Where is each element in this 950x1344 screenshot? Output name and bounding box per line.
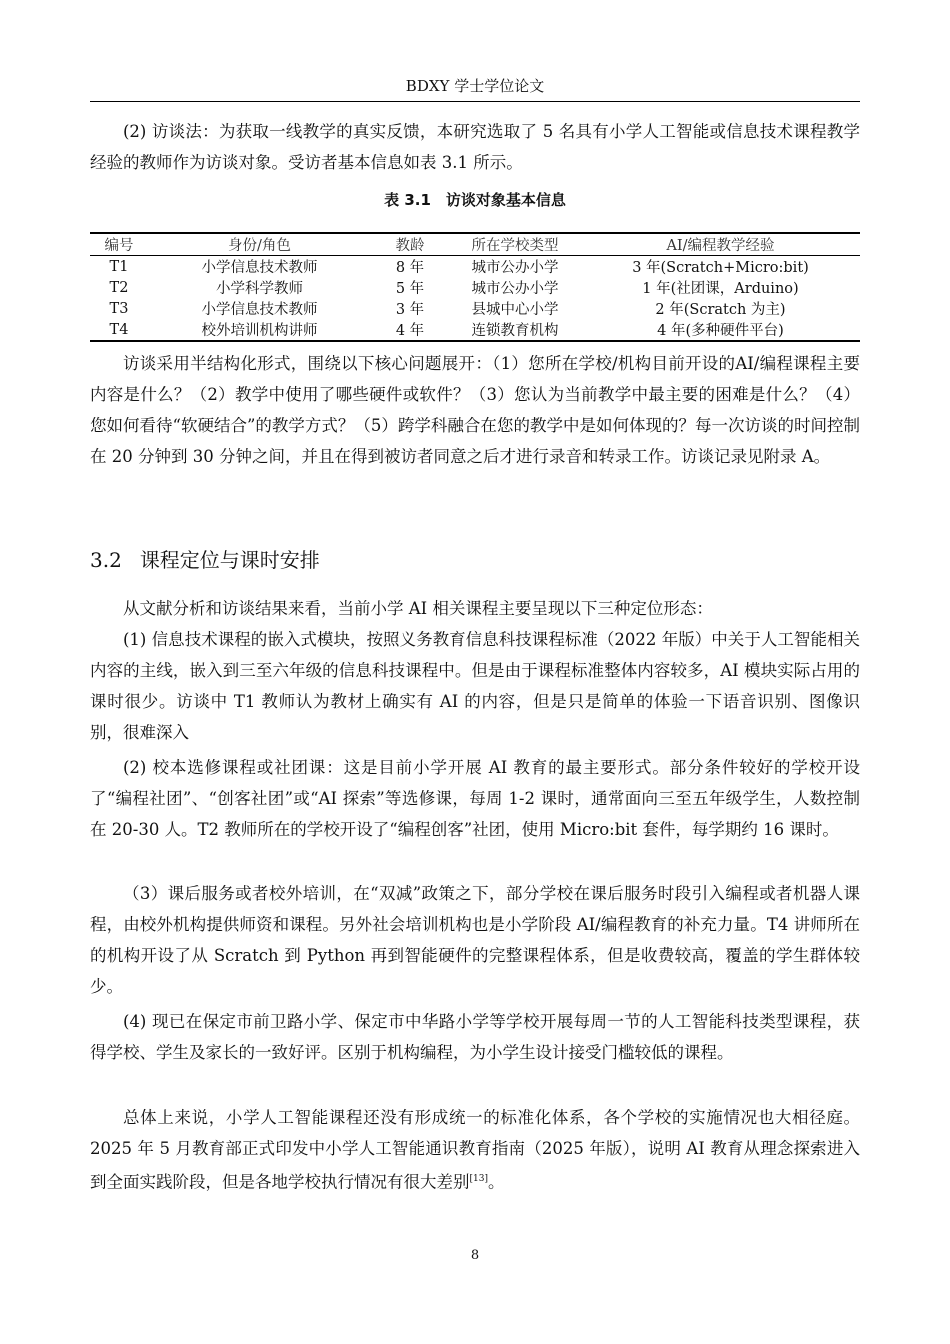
paragraph-point-2: (2) 校本选修课程或社团课：这是目前小学开展 AI 教育的最主要形式。部分条件较好的学校开设了“编程社团”、“创客社团”或“AI 探索”等选修课，每周 1-2 课时，通常面向三至五年级学生，人数控制在 20-30 人。T2 教师所在的学校开设了“编程创客”社团，使用 Micro:bit 套件，每学期约 16 课时。 — [90, 758, 860, 839]
section-title: 课程定位与课时安排 — [139, 548, 320, 572]
table-cell: T1 — [109, 258, 129, 275]
table-cell: 8 年 — [395, 260, 425, 276]
column-header: 编号 — [90, 233, 148, 256]
table-cell: 小学信息技术教师 — [201, 260, 318, 276]
interviewee-table — [90, 232, 860, 342]
table-cell: 3 年 — [395, 302, 425, 318]
column-header: 教龄 — [371, 233, 449, 256]
table-row — [90, 298, 860, 319]
table-header-row — [90, 233, 860, 256]
header-rule — [90, 101, 860, 102]
table-cell: 2 年(Scratch 为主) — [655, 302, 786, 318]
table-cell: T4 — [109, 321, 129, 338]
section-number: 3.2 — [90, 548, 122, 572]
table-cell: 小学信息技术教师 — [201, 302, 318, 318]
table-row — [90, 256, 860, 278]
table-row — [90, 319, 860, 341]
table-cell: 校外培训机构讲师 — [201, 323, 318, 339]
table-cell: T2 — [109, 279, 129, 296]
table-cell: 3 年(Scratch+Micro:bit) — [632, 260, 809, 276]
summary-end: 。 — [487, 1172, 505, 1192]
table-cell: 连锁教育机构 — [471, 323, 559, 339]
table-cell: 县城中心小学 — [471, 302, 559, 318]
citation: [13] — [469, 1174, 488, 1184]
table-cell: 5 年 — [395, 281, 425, 297]
table-row — [90, 277, 860, 298]
table-cell: 4 年(多种硬件平台) — [657, 323, 784, 339]
paragraph-point-4: (4) 现已在保定市前卫路小学、保定市中华路小学等学校开展每周一节的人工智能科技类型课程，获得学校、学生及家长的一致好评。区别于机构编程，为小学生设计接受门槛较低的课程。 — [90, 1012, 860, 1062]
column-header: AI/编程教学经验 — [581, 233, 860, 256]
table-cell: 城市公办小学 — [471, 281, 559, 297]
paragraph-point-1: (1) 信息技术课程的嵌入式模块，按照义务教育信息科技课程标准（2022 年版）中关于人工智能相关内容的主线，嵌入到三至六年级的信息科技课程中。但是由于课程标准整体内容较多，AI 模块实际占用的课时很少。访谈中 T1 教师认为教材上确实有 AI 的内容，但是只是简单的体验一下语音识别、图像识别，很难深入 — [90, 630, 860, 742]
table-caption: 表 3.1 访谈对象基本信息 — [384, 191, 566, 209]
page-number: 8 — [470, 1248, 480, 1263]
paragraph-interview-questions: 访谈采用半结构化形式，围绕以下核心问题展开：（1）您所在学校/机构目前开设的AI/编程课程主要内容是什么？（2）教学中使用了哪些硬件或软件？（3）您认为当前教学中最主要的困难是什么？（4）您如何看待“软硬结合”的教学方式？（5）跨学科融合在您的教学中是如何体现的？每一次访谈的时间控制在 20 分钟到 30 分钟之间，并且在得到被访者同意之后才进行录音和转录工作。访谈记录见附录 A。 — [90, 354, 860, 466]
table-cell: 4 年 — [395, 323, 425, 339]
section-heading — [90, 546, 320, 574]
table-cell: 小学科学教师 — [216, 281, 303, 297]
paragraph-intro: 从文献分析和访谈结果来看，当前小学 AI 相关课程主要呈现以下三种定位形态： — [123, 599, 713, 618]
paragraph-summary — [90, 1102, 860, 1198]
paragraph-point-3: （3）课后服务或者校外培训，在“双减”政策之下，部分学校在课后服务时段引入编程或者机器人课程，由校外机构提供师资和课程。另外社会培训机构也是小学阶段 AI/编程教育的补充力量。T4 讲师所在的机构开设了从 Scratch 到 Python 再到智能硬件的完整课程体系，但是收费较高，覆盖的学生群体较少。 — [90, 884, 860, 996]
column-header: 身份/角色 — [148, 233, 371, 256]
running-header: BDXY 学士学位论文 — [405, 77, 545, 95]
table-cell: 城市公办小学 — [471, 260, 559, 276]
table-cell: T3 — [109, 300, 129, 317]
table-cell: 1 年(社团课，Arduino) — [642, 281, 799, 297]
column-header: 所在学校类型 — [449, 233, 581, 256]
summary-text: 总体上来说，小学人工智能课程还没有形成统一的标准化体系，各个学校的实施情况也大相径庭。2025 年 5 月教育部正式印发中小学人工智能通识教育指南（2025 年版），说明 AI 教育从理念探索进入到全面实践阶段，但是各地学校执行情况有很大差别 — [90, 1108, 860, 1192]
paragraph-interview-method: (2) 访谈法：为获取一线教学的真实反馈，本研究选取了 5 名具有小学人工智能或信息技术课程教学经验的教师作为访谈对象。受访者基本信息如表 3.1 所示。 — [90, 122, 860, 172]
